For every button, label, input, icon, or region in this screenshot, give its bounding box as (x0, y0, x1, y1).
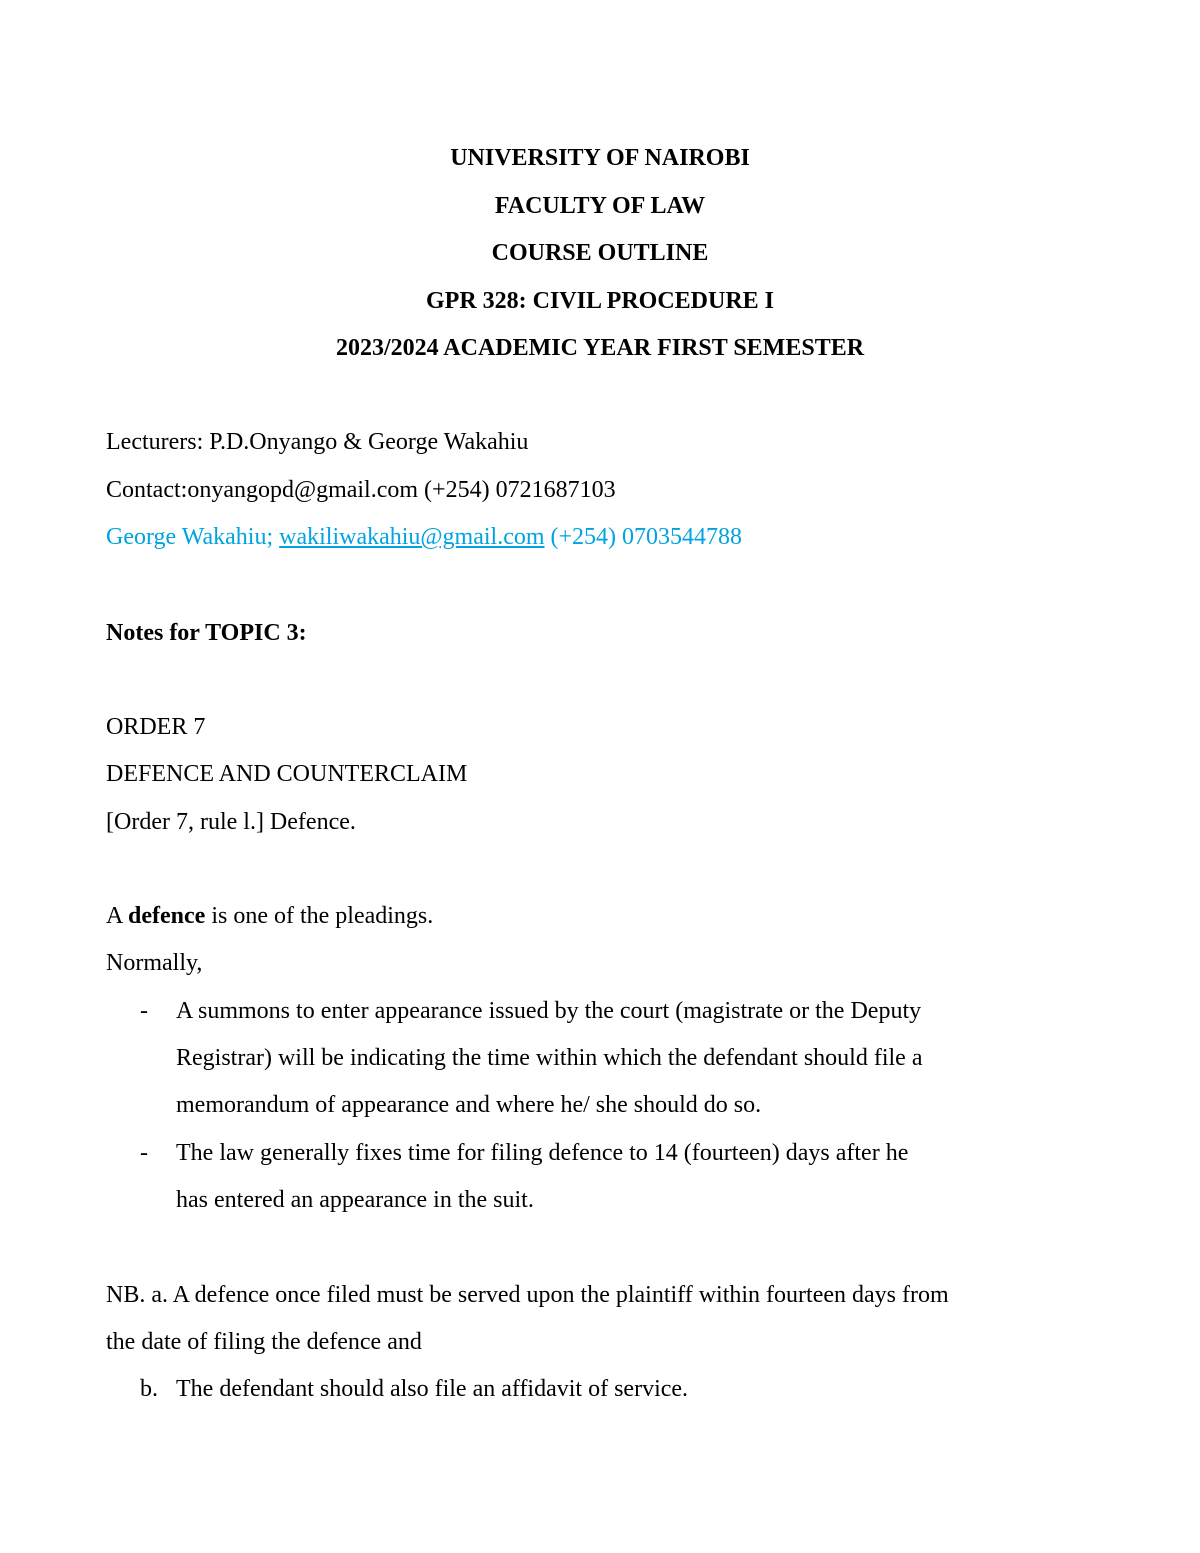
faculty-name: FACULTY OF LAW (494, 193, 706, 219)
bullet2-line1: The law generally fixes time for filing defence to 14 (fourteen) days after he (176, 1140, 909, 1166)
notes-heading: Notes for TOPIC 3: (106, 620, 307, 646)
bullet1-line2: Registrar) will be indicating the time within which the defendant should file a (176, 1045, 923, 1071)
order-title: ORDER 7 (106, 714, 206, 740)
nb-b-text: The defendant should also file an affidavit of service. (176, 1376, 689, 1402)
wakahiu-phone: (+254) 0703544788 (544, 524, 743, 550)
wakahiu-name: George Wakahiu; (106, 524, 280, 550)
order-rule: [Order 7, rule l.] Defence. (106, 809, 356, 835)
bullet1-line1: A summons to enter appearance issued by the court (magistrate or the Deputy (176, 998, 922, 1024)
nb-line1: NB. a. A defence once filed must be served upon the plaintiff within fourteen days from (106, 1282, 949, 1308)
course-title: GPR 328: CIVIL PROCEDURE I (425, 288, 775, 314)
contact-line: Contact:onyangopd@gmail.com (+254) 0721687103 (106, 477, 616, 503)
bullet1-line3: memorandum of appearance and where he/ she should do so. (176, 1092, 762, 1118)
wakahiu-contact-line (106, 522, 742, 552)
bullet2-line2: has entered an appearance in the suit. (176, 1187, 534, 1213)
wakahiu-email-link[interactable]: wakiliwakahiu@gmail.com (279, 524, 545, 550)
intro-a: A (106, 903, 129, 929)
bullet-dash: - (140, 1140, 148, 1166)
order-subtitle: DEFENCE AND COUNTERCLAIM (106, 761, 468, 787)
intro-rest: is one of the pleadings. (205, 903, 434, 929)
nb-b-marker: b. (140, 1376, 158, 1402)
lecturers-line: Lecturers: P.D.Onyango & George Wakahiu (106, 429, 529, 455)
normally-text: Normally, (106, 950, 203, 976)
university-name: UNIVERSITY OF NAIROBI (450, 145, 750, 171)
defence-intro (106, 901, 433, 931)
nb-line2: the date of filing the defence and (106, 1329, 422, 1355)
document-type: COURSE OUTLINE (491, 240, 709, 266)
intro-bold-defence: defence (128, 903, 206, 929)
bullet-dash: - (140, 998, 148, 1024)
semester-title: 2023/2024 ACADEMIC YEAR FIRST SEMESTER (335, 335, 865, 361)
